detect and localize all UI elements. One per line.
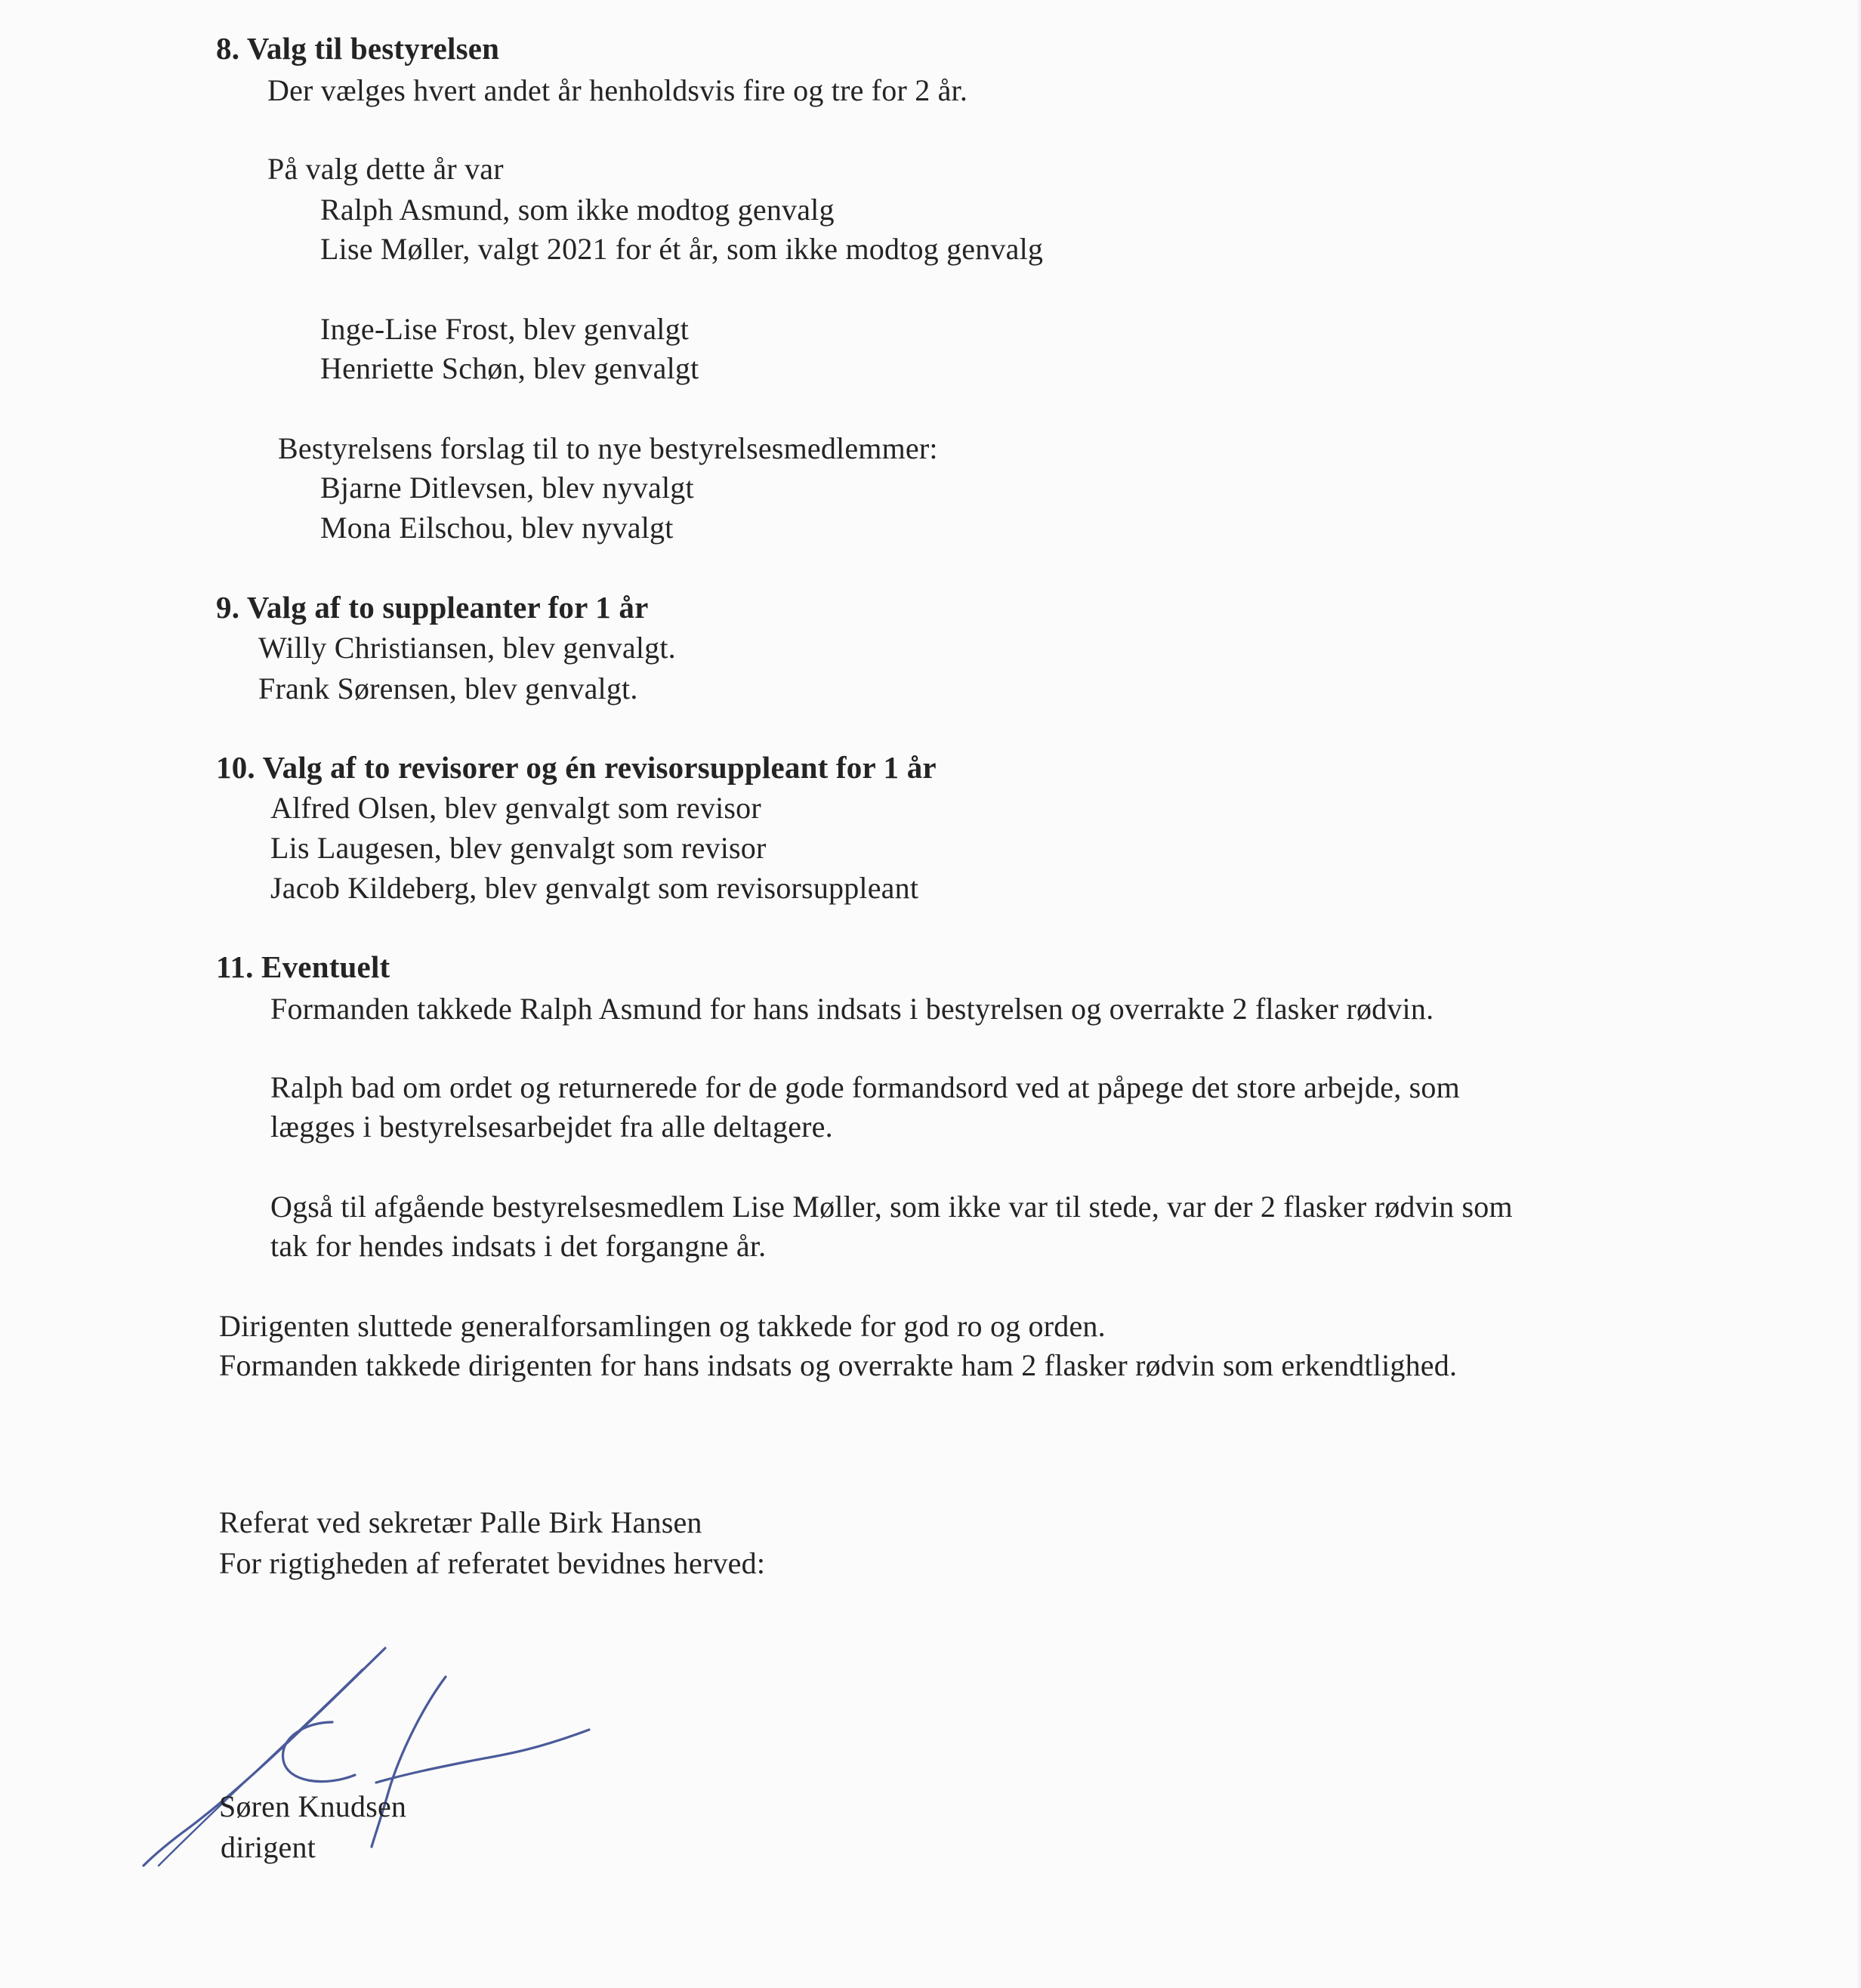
list-item: Lis Laugesen, blev genvalgt som revisor xyxy=(270,831,767,865)
section-title: Valg af to revisorer og én revisorsuppleant for 1 år xyxy=(262,750,937,785)
section-number: 11. xyxy=(216,949,254,984)
paragraph: lægges i bestyrelsesarbejdet fra alle deltagere. xyxy=(270,1110,833,1144)
paragraph: Også til afgående bestyrelsesmedlem Lise Møller, som ikke var til stede, var der 2 flasker rødvin som xyxy=(270,1190,1513,1224)
page-edge xyxy=(1856,0,1861,1988)
section-number: 8. xyxy=(216,31,240,66)
section-title: Valg af to suppleanter for 1 år xyxy=(246,590,649,625)
list-item: Mona Eilschou, blev nyvalgt xyxy=(320,511,674,545)
closing-line: Formanden takkede dirigenten for hans indsats og overrakte ham 2 flasker rødvin som erkendtlighed. xyxy=(219,1348,1458,1382)
section-8-intro: Der vælges hvert andet år henholdsvis fire og tre for 2 år. xyxy=(267,73,968,107)
list-item: Frank Sørensen, blev genvalgt. xyxy=(258,671,638,705)
signer-name: Søren Knudsen xyxy=(219,1789,407,1823)
section-10-heading xyxy=(216,748,937,787)
list-item: Inge-Lise Frost, blev genvalgt xyxy=(320,312,690,346)
list-item: Jacob Kildeberg, blev genvalgt som revisorsuppleant xyxy=(270,871,919,905)
signer-role: dirigent xyxy=(221,1830,316,1864)
list-item: Henriette Schøn, blev genvalgt xyxy=(320,351,699,385)
list-item: Alfred Olsen, blev genvalgt som revisor xyxy=(270,791,761,825)
section-9-heading xyxy=(216,588,649,627)
section-title: Valg til bestyrelsen xyxy=(246,31,500,66)
section-number: 9. xyxy=(216,590,240,625)
proposal-label: Bestyrelsens forslag til to nye bestyrelsesmedlemmer: xyxy=(278,431,938,465)
section-8-heading xyxy=(216,29,499,68)
list-item: Willy Christiansen, blev genvalgt. xyxy=(258,631,676,665)
paragraph: Ralph bad om ordet og returnerede for de gode formandsord ved at påpege det store arbejde, som xyxy=(270,1070,1460,1104)
paragraph: Formanden takkede Ralph Asmund for hans indsats i bestyrelsen og overrakte 2 flasker rødvin. xyxy=(270,992,1434,1026)
list-item: Ralph Asmund, som ikke modtog genvalg xyxy=(320,193,835,227)
section-number: 10. xyxy=(216,750,255,785)
minutes-attest: For rigtigheden af referatet bevidnes herved: xyxy=(219,1546,766,1580)
paragraph: tak for hendes indsats i det forgangne år. xyxy=(270,1229,767,1263)
handwritten-signature xyxy=(136,1639,604,1881)
on-election-label: På valg dette år var xyxy=(267,152,504,186)
list-item: Lise Møller, valgt 2021 for ét år, som ikke modtog genvalg xyxy=(320,232,1044,266)
minutes-by: Referat ved sekretær Palle Birk Hansen xyxy=(219,1505,702,1539)
section-title: Eventuelt xyxy=(261,949,390,984)
section-11-heading xyxy=(216,947,390,986)
list-item: Bjarne Ditlevsen, blev nyvalgt xyxy=(320,471,694,505)
closing-line: Dirigenten sluttede generalforsamlingen og takkede for god ro og orden. xyxy=(219,1309,1106,1343)
